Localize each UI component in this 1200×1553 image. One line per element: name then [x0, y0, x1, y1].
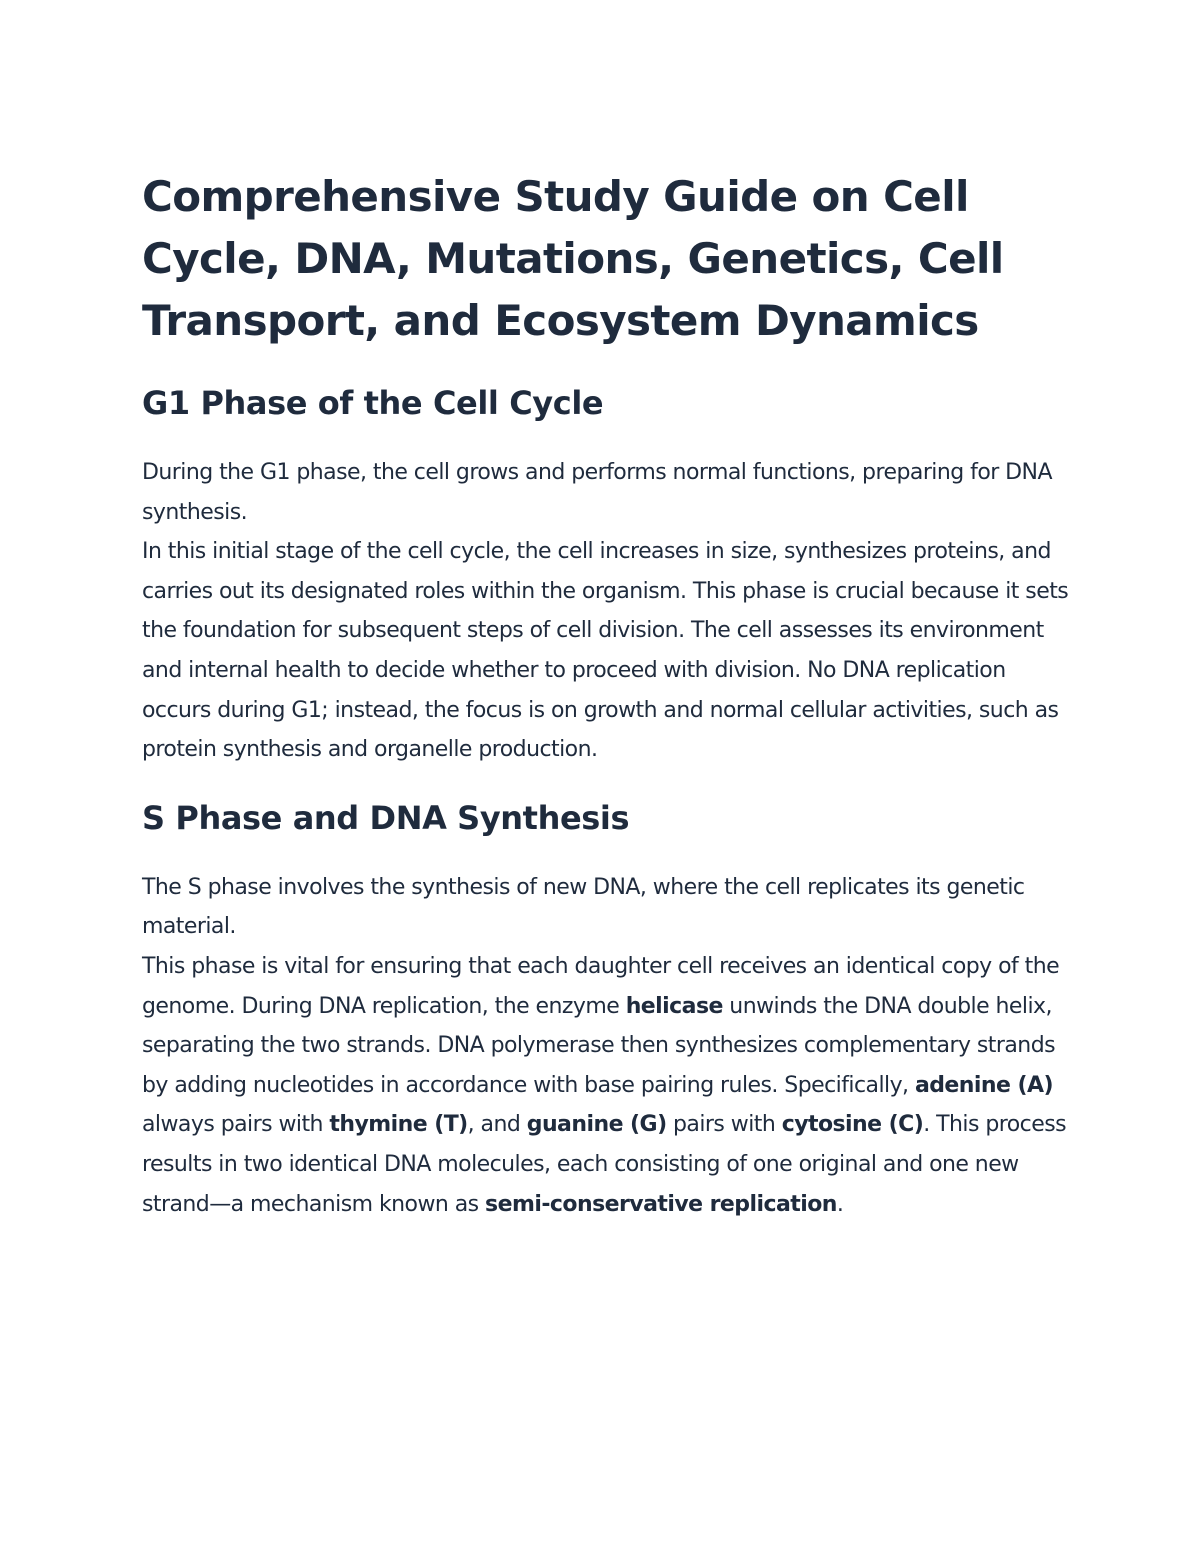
term-semi-conservative-replication: semi-conservative replication [485, 1191, 837, 1217]
body-text: . [836, 1191, 844, 1217]
section-heading-s-phase: S Phase and DNA Synthesis [142, 798, 630, 837]
term-helicase: helicase [625, 993, 723, 1019]
section-body-s-phase [142, 947, 1072, 1224]
section-body-g1-phase: In this initial stage of the cell cycle, the cell increases in size, synthesizes proteins, and carries out its designated roles within the organism. This phase is crucial because it sets the foundation for subsequent steps of cell division. The cell assesses its environment and internal health to decide whether to proceed with division. No DNA replication occurs during G1; instead, the focus is on growth and normal cellular activities, such as protein synthesis and organelle production. [142, 539, 1069, 763]
body-text: This phase is vital for ensuring that each daughter cell receives an identical copy of the genome. During DNA replication, the enzyme [142, 953, 1060, 1019]
body-text: , and [467, 1112, 527, 1138]
body-text: always pairs with [142, 1112, 330, 1138]
section-summary-g1-phase: During the G1 phase, the cell grows and performs normal functions, preparing for DNA synthesis. [142, 460, 1052, 525]
term-guanine: guanine (G) [526, 1112, 667, 1138]
term-cytosine: cytosine (C) [781, 1112, 924, 1138]
term-thymine: thymine (T) [329, 1112, 468, 1138]
section-heading-g1-phase: G1 Phase of the Cell Cycle [142, 384, 604, 422]
body-text: . This process results in two identical DNA molecules, each consisting of one original and one new strand—a mechanism known as [142, 1112, 1067, 1217]
body-text: pairs with [666, 1112, 782, 1138]
term-adenine: adenine (A) [914, 1072, 1053, 1098]
section-summary-s-phase: The S phase involves the synthesis of new DNA, where the cell replicates its genetic material. [142, 874, 1025, 940]
document-title: Comprehensive Study Guide on Cell Cycle, DNA, Mutations, Genetics, Cell Transport, and Ecosystem Dynamics [142, 172, 1004, 345]
document-content [142, 166, 1072, 1224]
body-text: unwinds the DNA double helix, separating the two strands. DNA polymerase then synthesizes complementary strands by adding nucleotides in accordance with base pairing rules. Specifically, [142, 993, 1056, 1098]
